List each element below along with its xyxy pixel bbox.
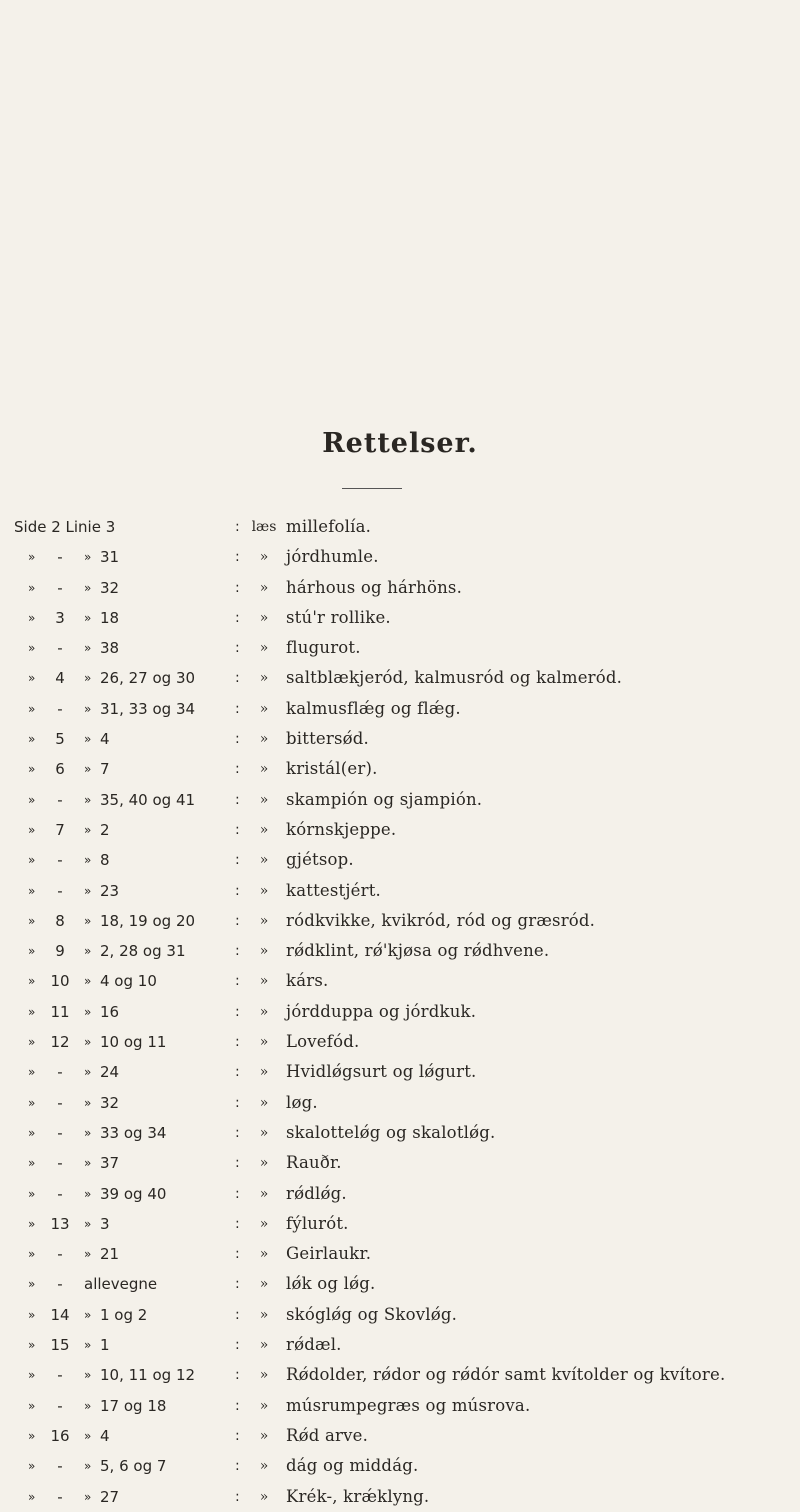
row-side-ditto: » bbox=[28, 1035, 36, 1050]
row-line-value: 4 og 10 bbox=[100, 972, 157, 991]
row-side-value: - bbox=[57, 1093, 63, 1112]
row-side-value: - bbox=[57, 578, 63, 597]
errata-row bbox=[0, 906, 800, 936]
row-line-ditto: » bbox=[84, 792, 92, 807]
row-side-value: 12 bbox=[50, 1033, 70, 1052]
row-colon: : bbox=[235, 1397, 240, 1414]
row-correction: Rauðr. bbox=[286, 1153, 342, 1173]
row-side-ditto: » bbox=[28, 1428, 36, 1443]
row-line-ditto: » bbox=[84, 1095, 92, 1110]
row-laes-ditto: » bbox=[259, 791, 269, 808]
row-colon: : bbox=[235, 700, 240, 717]
row-correction: jórdduppa og jórdkuk. bbox=[286, 1001, 477, 1021]
errata-row bbox=[0, 724, 800, 754]
errata-row bbox=[0, 815, 800, 845]
row-line-ditto: » bbox=[84, 1035, 92, 1050]
row-correction: løg. bbox=[286, 1092, 318, 1112]
row-line-ditto: » bbox=[84, 1186, 92, 1201]
row-side-value: - bbox=[57, 881, 63, 900]
row-line-ditto: » bbox=[84, 550, 92, 565]
row-correction: kalmusflǽg og flǽg. bbox=[286, 698, 461, 718]
row-colon: : bbox=[235, 1215, 240, 1232]
row-line-value: allevegne bbox=[84, 1275, 158, 1294]
row-line-value: 27 bbox=[100, 1487, 120, 1506]
row-correction: Lovefód. bbox=[286, 1032, 360, 1052]
row-side-value: - bbox=[57, 1184, 63, 1203]
row-laes-ditto: » bbox=[259, 700, 269, 717]
errata-row bbox=[0, 1360, 800, 1390]
header-laes: læs bbox=[251, 519, 277, 535]
row-line-value: 10, 11 og 12 bbox=[100, 1366, 196, 1385]
row-line-ditto: » bbox=[84, 822, 92, 837]
errata-row bbox=[0, 1209, 800, 1239]
row-line-ditto: » bbox=[84, 944, 92, 959]
row-laes-ditto: » bbox=[259, 1458, 269, 1475]
row-side-value: - bbox=[57, 1154, 63, 1173]
row-line-ditto: » bbox=[84, 1368, 92, 1383]
row-correction: gjétsop. bbox=[286, 850, 354, 870]
row-correction: dág og middág. bbox=[286, 1456, 419, 1476]
row-side-value: - bbox=[57, 548, 63, 567]
row-line-value: 17 og 18 bbox=[100, 1396, 167, 1415]
row-laes-ditto: » bbox=[259, 821, 269, 838]
row-line-value: 18, 19 og 20 bbox=[100, 911, 196, 930]
row-side-ditto: » bbox=[28, 1095, 36, 1110]
row-side-value: - bbox=[57, 1396, 63, 1415]
errata-row bbox=[0, 1300, 800, 1330]
header-text: millefolía. bbox=[286, 517, 372, 536]
errata-row bbox=[0, 633, 800, 663]
row-side-ditto: » bbox=[28, 853, 36, 868]
row-laes-ditto: » bbox=[259, 1337, 269, 1354]
errata-row bbox=[0, 936, 800, 966]
row-line-value: 35, 40 og 41 bbox=[100, 790, 196, 809]
row-side-ditto: » bbox=[28, 792, 36, 807]
row-line-value: 21 bbox=[100, 1245, 120, 1264]
errata-row bbox=[0, 1482, 800, 1512]
row-colon: : bbox=[235, 943, 240, 960]
row-side-value: 5 bbox=[55, 730, 65, 749]
row-colon: : bbox=[235, 761, 240, 778]
row-colon: : bbox=[235, 640, 240, 657]
row-colon: : bbox=[235, 1094, 240, 1111]
row-colon: : bbox=[235, 731, 240, 748]
row-correction: rǿdlǿg. bbox=[286, 1183, 347, 1203]
row-colon: : bbox=[235, 1306, 240, 1323]
row-line-ditto: » bbox=[84, 1156, 92, 1171]
row-side-value: 3 bbox=[55, 608, 65, 627]
row-colon: : bbox=[235, 882, 240, 899]
errata-row bbox=[0, 694, 800, 724]
row-colon: : bbox=[235, 852, 240, 869]
errata-row bbox=[0, 1451, 800, 1481]
row-line-value: 31 bbox=[100, 548, 120, 567]
row-line-ditto: » bbox=[84, 1216, 92, 1231]
row-correction: rǿdklint, rǿ'kjøsa og rǿdhvene. bbox=[286, 941, 550, 961]
row-line-value: 31, 33 og 34 bbox=[100, 699, 196, 718]
row-correction: kórnskjeppe. bbox=[286, 819, 397, 839]
row-correction: bittersǿd. bbox=[286, 729, 369, 749]
row-line-ditto: » bbox=[84, 913, 92, 928]
row-colon: : bbox=[235, 549, 240, 566]
row-side-value: - bbox=[57, 1123, 63, 1142]
row-line-ditto: » bbox=[84, 1125, 92, 1140]
row-side-value: 16 bbox=[50, 1426, 70, 1445]
row-line-value: 39 og 40 bbox=[100, 1184, 167, 1203]
row-laes-ditto: » bbox=[259, 640, 269, 657]
errata-row bbox=[0, 1421, 800, 1451]
row-line-value: 8 bbox=[100, 851, 110, 870]
errata-row bbox=[0, 1391, 800, 1421]
errata-row bbox=[0, 603, 800, 633]
row-laes-ditto: » bbox=[259, 579, 269, 596]
row-side-ditto: » bbox=[28, 1247, 36, 1262]
row-laes-ditto: » bbox=[259, 943, 269, 960]
errata-row bbox=[0, 663, 800, 693]
row-side-value: - bbox=[57, 851, 63, 870]
row-laes-ditto: » bbox=[259, 1427, 269, 1444]
row-line-value: 1 bbox=[100, 1336, 110, 1355]
row-colon: : bbox=[235, 579, 240, 596]
row-laes-ditto: » bbox=[259, 1185, 269, 1202]
row-correction: Krék-, krǽklyng. bbox=[286, 1486, 430, 1506]
row-line-ditto: » bbox=[84, 732, 92, 747]
row-correction: kattestjért. bbox=[286, 880, 382, 900]
row-line-ditto: » bbox=[84, 1065, 92, 1080]
row-line-ditto: » bbox=[84, 1489, 92, 1504]
row-side-value: - bbox=[57, 639, 63, 658]
row-correction: Rǿd arve. bbox=[286, 1425, 369, 1445]
row-side-ditto: » bbox=[28, 1216, 36, 1231]
row-correction: Hvidlǿgsurt og lǿgurt. bbox=[286, 1062, 477, 1082]
row-side-value: - bbox=[57, 790, 63, 809]
row-side-value: 11 bbox=[50, 1002, 70, 1021]
row-colon: : bbox=[235, 1064, 240, 1081]
row-side-ditto: » bbox=[28, 1065, 36, 1080]
row-side-ditto: » bbox=[28, 1156, 36, 1171]
row-colon: : bbox=[235, 1276, 240, 1293]
row-line-ditto: » bbox=[84, 1428, 92, 1443]
row-correction: flugurot. bbox=[286, 638, 361, 658]
row-line-value: 2 bbox=[100, 820, 110, 839]
row-side-value: 4 bbox=[55, 669, 65, 688]
row-line-value: 10 og 11 bbox=[100, 1033, 167, 1052]
row-colon: : bbox=[235, 791, 240, 808]
row-side-ditto: » bbox=[28, 1459, 36, 1474]
row-correction: músrumpegræs og músrova. bbox=[286, 1395, 531, 1415]
errata-rows bbox=[0, 542, 800, 1512]
errata-header-row bbox=[0, 512, 800, 542]
errata-row bbox=[0, 1239, 800, 1269]
errata-row bbox=[0, 1118, 800, 1148]
errata-row bbox=[0, 1088, 800, 1118]
row-laes-ditto: » bbox=[259, 912, 269, 929]
errata-row bbox=[0, 754, 800, 784]
row-side-ditto: » bbox=[28, 1398, 36, 1413]
row-side-ditto: » bbox=[28, 1307, 36, 1322]
row-laes-ditto: » bbox=[259, 1215, 269, 1232]
row-correction: ródkvikke, kvikród, ród og græsród. bbox=[286, 910, 596, 930]
row-side-ditto: » bbox=[28, 732, 36, 747]
row-correction: lǿk og lǿg. bbox=[286, 1274, 376, 1294]
row-laes-ditto: » bbox=[259, 882, 269, 899]
row-side-ditto: » bbox=[28, 1004, 36, 1019]
header-side-line: Side 2 Linie 3 bbox=[14, 518, 116, 536]
row-laes-ditto: » bbox=[259, 1306, 269, 1323]
row-colon: : bbox=[235, 1034, 240, 1051]
row-side-value: 10 bbox=[50, 972, 70, 991]
errata-row bbox=[0, 1148, 800, 1178]
row-line-ditto: » bbox=[84, 762, 92, 777]
row-line-value: 24 bbox=[100, 1063, 120, 1082]
row-colon: : bbox=[235, 1337, 240, 1354]
row-side-ditto: » bbox=[28, 1338, 36, 1353]
row-line-ditto: » bbox=[84, 671, 92, 686]
row-line-ditto: » bbox=[84, 883, 92, 898]
row-laes-ditto: » bbox=[259, 1155, 269, 1172]
row-line-value: 37 bbox=[100, 1154, 120, 1173]
row-side-ditto: » bbox=[28, 913, 36, 928]
errata-table bbox=[0, 512, 800, 1512]
row-correction: skalottelǿg og skalotlǿg. bbox=[286, 1122, 496, 1142]
row-line-ditto: » bbox=[84, 1247, 92, 1262]
row-line-value: 4 bbox=[100, 1426, 110, 1445]
row-line-ditto: » bbox=[84, 580, 92, 595]
errata-row bbox=[0, 785, 800, 815]
row-laes-ditto: » bbox=[259, 852, 269, 869]
row-line-value: 16 bbox=[100, 1002, 120, 1021]
row-laes-ditto: » bbox=[259, 1064, 269, 1081]
row-line-value: 5, 6 og 7 bbox=[100, 1457, 167, 1476]
row-line-ditto: » bbox=[84, 1338, 92, 1353]
row-side-value: 14 bbox=[50, 1305, 70, 1324]
row-side-ditto: » bbox=[28, 822, 36, 837]
row-side-ditto: » bbox=[28, 701, 36, 716]
row-side-value: - bbox=[57, 1275, 63, 1294]
row-laes-ditto: » bbox=[259, 1397, 269, 1414]
row-colon: : bbox=[235, 821, 240, 838]
row-laes-ditto: » bbox=[259, 670, 269, 687]
row-colon: : bbox=[235, 1246, 240, 1263]
row-side-ditto: » bbox=[28, 641, 36, 656]
row-line-value: 1 og 2 bbox=[100, 1305, 148, 1324]
row-laes-ditto: » bbox=[259, 761, 269, 778]
row-correction: stú'r rollike. bbox=[286, 607, 391, 627]
row-line-value: 38 bbox=[100, 639, 120, 658]
row-colon: : bbox=[235, 1185, 240, 1202]
row-line-value: 32 bbox=[100, 1093, 120, 1112]
row-line-value: 2, 28 og 31 bbox=[100, 942, 186, 961]
row-line-value: 4 bbox=[100, 730, 110, 749]
row-colon: : bbox=[235, 1003, 240, 1020]
row-side-ditto: » bbox=[28, 1125, 36, 1140]
errata-row bbox=[0, 1269, 800, 1299]
row-side-ditto: » bbox=[28, 1277, 36, 1292]
row-colon: : bbox=[235, 609, 240, 626]
row-correction: saltblækjeród, kalmusród og kalmeród. bbox=[286, 668, 623, 688]
row-colon: : bbox=[235, 912, 240, 929]
row-line-ditto: » bbox=[84, 1459, 92, 1474]
row-colon: : bbox=[235, 1155, 240, 1172]
row-laes-ditto: » bbox=[259, 1488, 269, 1505]
row-side-value: 15 bbox=[50, 1336, 70, 1355]
row-colon: : bbox=[235, 973, 240, 990]
row-side-ditto: » bbox=[28, 974, 36, 989]
row-line-ditto: » bbox=[84, 853, 92, 868]
row-line-ditto: » bbox=[84, 1004, 92, 1019]
title-rule bbox=[342, 488, 402, 489]
errata-row bbox=[0, 1057, 800, 1087]
row-line-ditto: » bbox=[84, 1398, 92, 1413]
row-laes-ditto: » bbox=[259, 549, 269, 566]
row-side-value: - bbox=[57, 1487, 63, 1506]
row-side-value: 6 bbox=[55, 760, 65, 779]
row-line-value: 3 bbox=[100, 1214, 110, 1233]
row-side-value: 13 bbox=[50, 1214, 70, 1233]
errata-row bbox=[0, 966, 800, 996]
row-colon: : bbox=[235, 1427, 240, 1444]
row-side-ditto: » bbox=[28, 671, 36, 686]
row-side-ditto: » bbox=[28, 610, 36, 625]
errata-row bbox=[0, 1027, 800, 1057]
row-colon: : bbox=[235, 1458, 240, 1475]
row-correction: kristál(er). bbox=[286, 759, 378, 779]
row-side-ditto: » bbox=[28, 762, 36, 777]
errata-row bbox=[0, 845, 800, 875]
row-colon: : bbox=[235, 670, 240, 687]
row-correction: kárs. bbox=[286, 971, 329, 991]
row-side-value: 9 bbox=[55, 942, 65, 961]
row-line-value: 7 bbox=[100, 760, 110, 779]
row-side-value: - bbox=[57, 1245, 63, 1264]
row-side-ditto: » bbox=[28, 580, 36, 595]
row-correction: skampión og sjampión. bbox=[286, 789, 483, 809]
row-line-value: 18 bbox=[100, 608, 120, 627]
row-line-ditto: » bbox=[84, 641, 92, 656]
row-side-ditto: » bbox=[28, 550, 36, 565]
row-side-ditto: » bbox=[28, 883, 36, 898]
row-side-value: 8 bbox=[55, 911, 65, 930]
row-laes-ditto: » bbox=[259, 731, 269, 748]
row-line-value: 23 bbox=[100, 881, 120, 900]
row-line-ditto: » bbox=[84, 610, 92, 625]
errata-row bbox=[0, 876, 800, 906]
row-correction: Rǿdolder, rǿdor og rǿdór samt kvítolder og kvítore. bbox=[286, 1365, 726, 1385]
row-laes-ditto: » bbox=[259, 1367, 269, 1384]
row-colon: : bbox=[235, 1488, 240, 1505]
row-laes-ditto: » bbox=[259, 1124, 269, 1141]
row-correction: Geirlaukr. bbox=[286, 1244, 372, 1264]
errata-row bbox=[0, 573, 800, 603]
row-side-ditto: » bbox=[28, 1489, 36, 1504]
row-colon: : bbox=[235, 1124, 240, 1141]
errata-row bbox=[0, 997, 800, 1027]
row-line-value: 33 og 34 bbox=[100, 1123, 167, 1142]
row-correction: hárhous og hárhöns. bbox=[286, 577, 463, 597]
header-colon: : bbox=[235, 519, 240, 535]
row-laes-ditto: » bbox=[259, 609, 269, 626]
row-line-ditto: » bbox=[84, 974, 92, 989]
row-correction: jórdhumle. bbox=[286, 547, 379, 567]
row-side-value: - bbox=[57, 1063, 63, 1082]
row-line-ditto: » bbox=[84, 1307, 92, 1322]
row-line-ditto: » bbox=[84, 701, 92, 716]
errata-row bbox=[0, 542, 800, 572]
row-correction: fýlurót. bbox=[286, 1213, 349, 1233]
row-line-value: 32 bbox=[100, 578, 120, 597]
row-side-value: - bbox=[57, 699, 63, 718]
row-side-value: 7 bbox=[55, 820, 65, 839]
row-line-value: 26, 27 og 30 bbox=[100, 669, 196, 688]
row-laes-ditto: » bbox=[259, 1246, 269, 1263]
row-laes-ditto: » bbox=[259, 1094, 269, 1111]
row-colon: : bbox=[235, 1367, 240, 1384]
row-correction: skóglǿg og Skovlǿg. bbox=[286, 1304, 458, 1324]
row-side-ditto: » bbox=[28, 1186, 36, 1201]
row-laes-ditto: » bbox=[259, 1034, 269, 1051]
errata-row bbox=[0, 1179, 800, 1209]
row-side-value: - bbox=[57, 1366, 63, 1385]
row-laes-ditto: » bbox=[259, 1003, 269, 1020]
row-side-ditto: » bbox=[28, 944, 36, 959]
row-side-value: - bbox=[57, 1457, 63, 1476]
row-laes-ditto: » bbox=[259, 1276, 269, 1293]
row-laes-ditto: » bbox=[259, 973, 269, 990]
row-side-ditto: » bbox=[28, 1368, 36, 1383]
row-correction: rǿdæl. bbox=[286, 1335, 342, 1355]
errata-row bbox=[0, 1330, 800, 1360]
page-title: Rettelser. bbox=[322, 428, 478, 459]
